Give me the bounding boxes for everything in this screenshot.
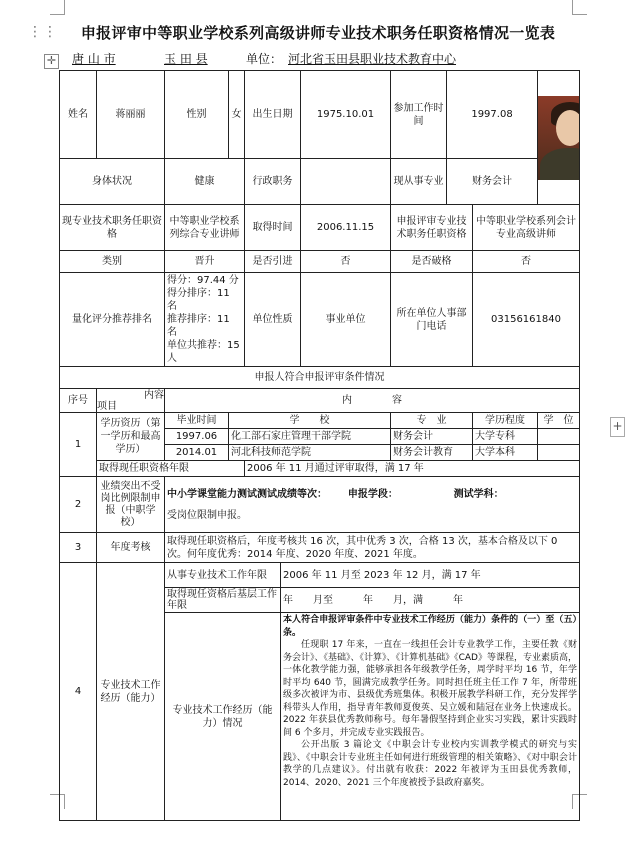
info-table	[59, 70, 580, 821]
add-row-icon[interactable]: +	[610, 417, 625, 437]
score-rank: 得分排序：11 名	[167, 288, 230, 312]
portrait-photo	[538, 96, 580, 180]
seq-label: 序号	[60, 389, 97, 413]
transfer-value: 否	[301, 251, 391, 273]
test-grade: 中小学课堂能力测试测试成绩等次：	[167, 488, 327, 500]
hr-phone-value: 03156161840	[473, 273, 580, 367]
health-label: 身体状况	[60, 159, 165, 205]
current-qual-label: 现专业技术职务任职资格	[60, 205, 165, 251]
test-subject: 测试学科：	[453, 488, 504, 500]
unit-nature-value: 事业单位	[301, 273, 391, 367]
table-row	[538, 429, 580, 445]
ability-para-2: 公开出版 3 篇论文《中职会计专业校内实训教学模式的研究与实践》、《中职会计专业班主任如何进行班级管理的相关策略》、《对中职会计教学的几点建议》。付出就有收获：2022 年被评为玉田县优秀教师，2014、2020、2021 三个年度被授予县政府嘉奖。	[283, 740, 578, 788]
limit-label: 取得现任职资格年限	[97, 461, 245, 477]
category-label: 类别	[60, 251, 165, 273]
table-row: 河北科技师范学院	[229, 445, 391, 461]
ability-title: 本人符合申报评审条件中专业技术工作经历（能力）条件的（一）至（五）条。	[283, 615, 578, 638]
crop-mark	[572, 0, 587, 15]
work-label: 参加工作时间	[391, 71, 447, 159]
item-label: 项目	[97, 400, 117, 412]
section-title: 申报人符合申报评审条件情况	[60, 367, 580, 389]
exception-value: 否	[473, 251, 580, 273]
photo-cell	[538, 71, 580, 205]
table-row: 大学专科	[473, 429, 538, 445]
assessment-text: 取得现任职资格后，年度考核共 16 次，其中优秀 3 次，合格 13 次，基本合格及以下 0 次。何年度优秀：2014 年度、2020 年度、2021 年度。	[165, 533, 580, 563]
admin-value	[301, 159, 391, 205]
gender-value: 女	[229, 71, 245, 159]
score-label: 量化评分推荐排名	[60, 273, 165, 367]
edu-header-level: 学历程度	[473, 413, 538, 429]
edu-header-date: 毕业时间	[165, 413, 229, 429]
hr-phone-label: 所在单位人事部门电话	[391, 273, 473, 367]
table-row: 2014.01	[165, 445, 229, 461]
drag-handle-icon[interactable]: ⋮⋮	[28, 24, 58, 40]
grass-label: 取得现任资格后基层工作年限	[165, 588, 281, 613]
name-value: 蒋丽丽	[97, 71, 165, 159]
table-row: 财务会计	[391, 429, 473, 445]
obtain-value: 2006.11.15	[301, 205, 391, 251]
table-move-icon[interactable]: ✛	[44, 54, 59, 69]
table-row	[538, 445, 580, 461]
obtain-label: 取得时间	[245, 205, 301, 251]
unit-nature-label: 单位性质	[245, 273, 301, 367]
current-qual-value: 中等职业学校系列综合专业讲师	[165, 205, 245, 251]
restricted-no: 2	[60, 477, 97, 533]
county: 玉 田 县	[164, 52, 208, 66]
major-label: 现从事专业	[391, 159, 447, 205]
restricted-content	[165, 477, 580, 533]
table-row: 1997.06	[165, 429, 229, 445]
unit-recommend: 单位共推荐：15 人	[167, 340, 240, 364]
assessment-no: 3	[60, 533, 97, 563]
limit-value: 2006 年 11 月通过评审取得，满 17 年	[245, 461, 580, 477]
ability-content	[281, 613, 580, 821]
content-label: 内容	[144, 389, 164, 401]
test-line	[167, 488, 577, 501]
unit-label: 单位：	[246, 52, 283, 66]
exp-no: 4	[60, 563, 97, 821]
grass-value: 年 月至 年 月，满 年	[281, 588, 580, 613]
table-row: 大学本科	[473, 445, 538, 461]
unit-name: 河北省玉田县职业技术教育中心	[288, 52, 457, 66]
admin-label: 行政职务	[245, 159, 301, 205]
item-content-header	[97, 389, 165, 413]
health-value: 健康	[165, 159, 245, 205]
transfer-label: 是否引进	[245, 251, 301, 273]
exp-label: 专业技术工作经历（能力）	[97, 563, 165, 821]
table-row: 化工部石家庄管理干部学院	[229, 429, 391, 445]
name-label: 姓名	[60, 71, 97, 159]
restricted-note: 受岗位限制申报。	[167, 509, 247, 521]
birth-label: 出生日期	[245, 71, 301, 159]
work-value: 1997.08	[447, 71, 538, 159]
score-block	[165, 273, 245, 367]
gender-label: 性别	[165, 71, 229, 159]
header-line	[62, 50, 622, 66]
assessment-label: 年度考核	[97, 533, 165, 563]
edu-header-major: 专 业	[391, 413, 473, 429]
apply-qual-label: 申报评审专业技术职务任职资格	[391, 205, 473, 251]
edu-header-degree: 学 位	[538, 413, 580, 429]
content-header: 内 容	[165, 389, 580, 413]
table-row: 财务会计教育	[391, 445, 473, 461]
edu-no: 1	[60, 413, 97, 477]
edu-header-school: 学 校	[229, 413, 391, 429]
apply-qual-value: 中等职业学校系列会计专业高级讲师	[473, 205, 580, 251]
ability-para-1: 任现职 17 年来，一直在一线担任会计专业教学工作，主要任教《财务会计》、《基础》、《计算》、《计算机基础》《CAD》等课程，专业素质高，一体化教学能力强，能够承担各年级教学任务，周学时平均 16 节，年学时平均 640 节，圆满完成教学任务。同时担任班主任工作 7 年，所带班级多次被评为市、县级优秀班集体。积极开展教学科研工作，充分发挥学科带头人作用，指导青年教师夏俊英、吴立媛和陆冠在业务上快速成长。2022 年获县优秀教师称号。每年暑假坚持到企业实习实践，累计实践时间 6 个多月，并完成专业实践报告。	[283, 640, 578, 738]
test-stage: 申报学段：	[347, 488, 398, 500]
major-value: 财务会计	[447, 159, 538, 205]
city: 唐 山 市	[72, 52, 116, 66]
years-label: 从事专业技术工作年限	[165, 563, 281, 588]
crop-mark	[50, 0, 65, 15]
ability-label: 专业技术工作经历（能力）情况	[165, 613, 281, 821]
page-title: 申报评审中等职业学校系列高级讲师专业技术职务任职资格情况一览表	[80, 24, 556, 42]
category-value: 晋升	[165, 251, 245, 273]
recommend-rank: 推荐排序：11 名	[167, 314, 230, 338]
years-value: 2006 年 11 月至 2023 年 12 月，满 17 年	[281, 563, 580, 588]
edu-label: 学历资历（第一学历和最高学历）	[97, 413, 165, 461]
score: 得分：97.44 分	[167, 275, 239, 286]
birth-value: 1975.10.01	[301, 71, 391, 159]
restricted-label: 业绩突出不受岗比例限制申报（中职学校）	[97, 477, 165, 533]
exception-label: 是否破格	[391, 251, 473, 273]
